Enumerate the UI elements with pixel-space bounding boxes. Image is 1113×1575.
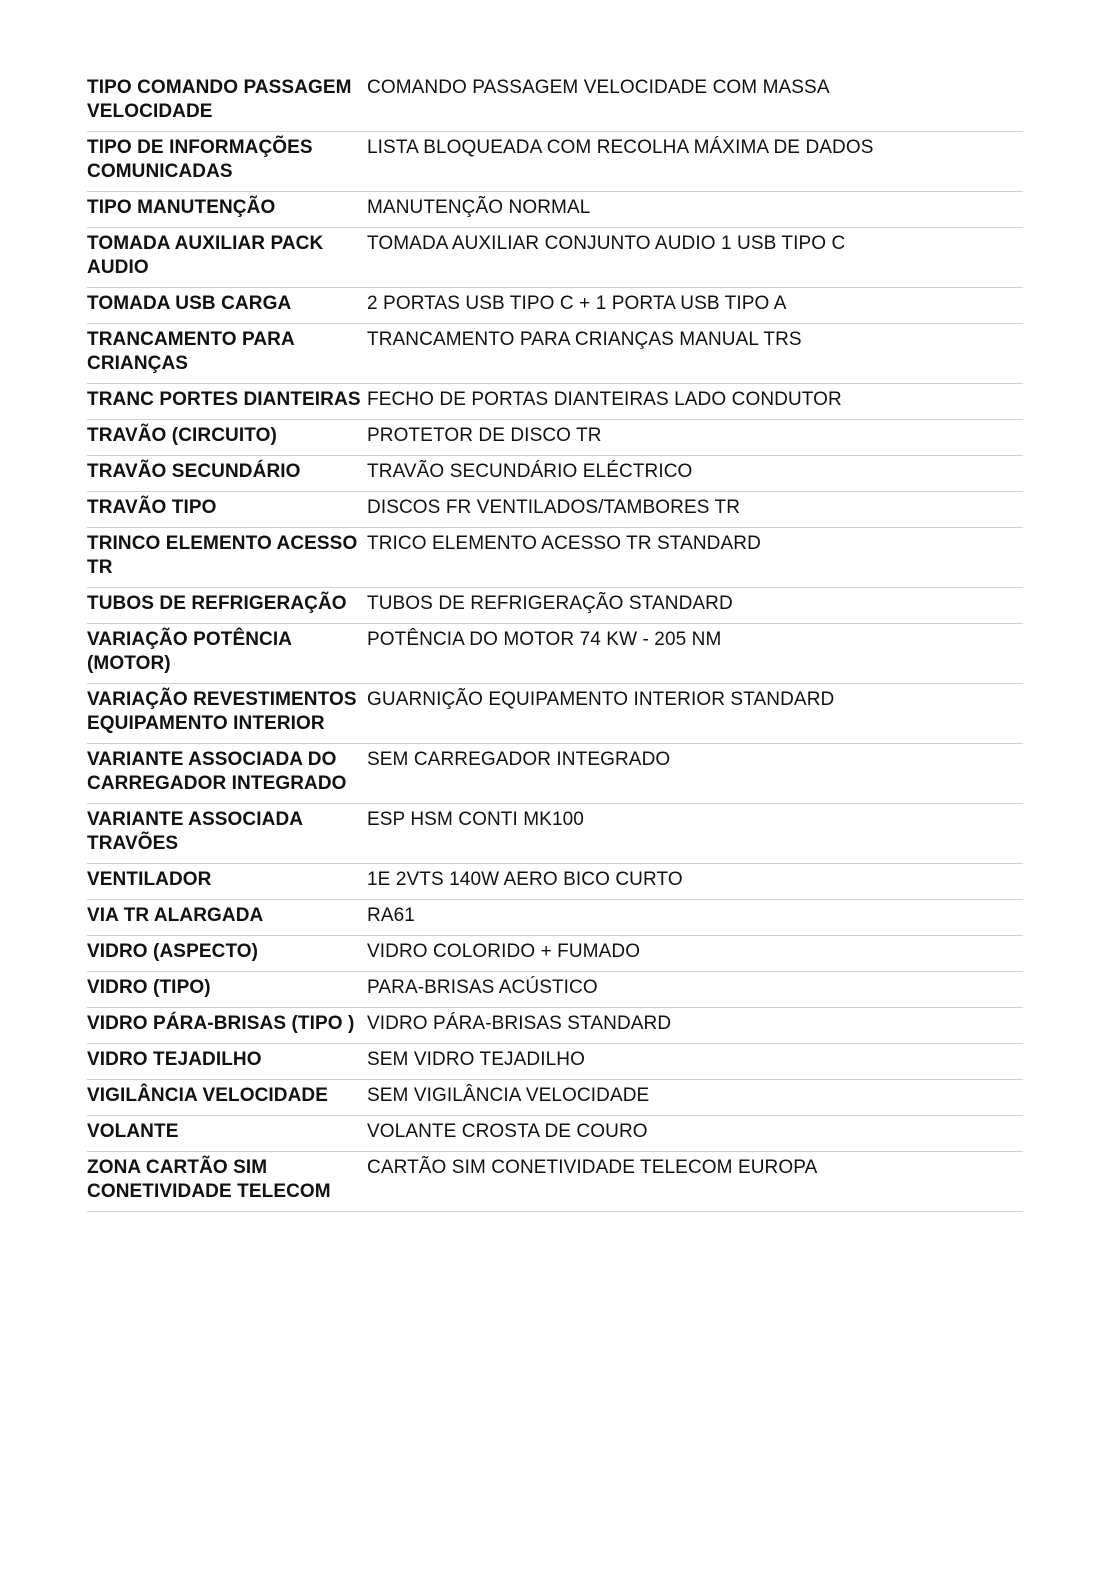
spec-row xyxy=(87,228,1023,288)
spec-label: VARIANTE ASSOCIADA TRAVÕES xyxy=(87,804,367,864)
spec-label: VARIAÇÃO REVESTIMENTOS EQUIPAMENTO INTERIOR xyxy=(87,684,367,744)
spec-value: TRANCAMENTO PARA CRIANÇAS MANUAL TRS xyxy=(367,324,1023,384)
spec-value: 1E 2VTS 140W AERO BICO CURTO xyxy=(367,864,1023,900)
spec-label: TRAVÃO (CIRCUITO) xyxy=(87,420,367,456)
spec-value: LISTA BLOQUEADA COM RECOLHA MÁXIMA DE DADOS xyxy=(367,132,1023,192)
spec-label: ZONA CARTÃO SIM CONETIVIDADE TELECOM xyxy=(87,1152,367,1212)
spec-value: ESP HSM CONTI MK100 xyxy=(367,804,1023,864)
spec-label: TRAVÃO SECUNDÁRIO xyxy=(87,456,367,492)
spec-value: SEM VIGILÂNCIA VELOCIDADE xyxy=(367,1080,1023,1116)
spec-label: VENTILADOR xyxy=(87,864,367,900)
spec-value: PARA-BRISAS ACÚSTICO xyxy=(367,972,1023,1008)
spec-row xyxy=(87,288,1023,324)
spec-row xyxy=(87,744,1023,804)
spec-row xyxy=(87,384,1023,420)
spec-value: RA61 xyxy=(367,900,1023,936)
spec-value: SEM VIDRO TEJADILHO xyxy=(367,1044,1023,1080)
spec-value: PROTETOR DE DISCO TR xyxy=(367,420,1023,456)
spec-row xyxy=(87,972,1023,1008)
spec-row xyxy=(87,1008,1023,1044)
spec-row xyxy=(87,804,1023,864)
spec-value: FECHO DE PORTAS DIANTEIRAS LADO CONDUTOR xyxy=(367,384,1023,420)
spec-value: GUARNIÇÃO EQUIPAMENTO INTERIOR STANDARD xyxy=(367,684,1023,744)
spec-label: VOLANTE xyxy=(87,1116,367,1152)
spec-row xyxy=(87,324,1023,384)
spec-value: COMANDO PASSAGEM VELOCIDADE COM MASSA xyxy=(367,76,1023,132)
spec-value: DISCOS FR VENTILADOS/TAMBORES TR xyxy=(367,492,1023,528)
spec-row xyxy=(87,864,1023,900)
spec-label: TUBOS DE REFRIGERAÇÃO xyxy=(87,588,367,624)
spec-label: TRINCO ELEMENTO ACESSO TR xyxy=(87,528,367,588)
spec-value: TRAVÃO SECUNDÁRIO ELÉCTRICO xyxy=(367,456,1023,492)
spec-label: TOMADA AUXILIAR PACK AUDIO xyxy=(87,228,367,288)
spec-value: SEM CARREGADOR INTEGRADO xyxy=(367,744,1023,804)
spec-label: VIDRO (TIPO) xyxy=(87,972,367,1008)
spec-label: VIDRO (ASPECTO) xyxy=(87,936,367,972)
spec-label: VARIAÇÃO POTÊNCIA (MOTOR) xyxy=(87,624,367,684)
spec-value: MANUTENÇÃO NORMAL xyxy=(367,192,1023,228)
spec-label: TIPO DE INFORMAÇÕES COMUNICADAS xyxy=(87,132,367,192)
spec-row xyxy=(87,900,1023,936)
spec-label: TRAVÃO TIPO xyxy=(87,492,367,528)
spec-row xyxy=(87,76,1023,132)
spec-row xyxy=(87,492,1023,528)
spec-label: VIA TR ALARGADA xyxy=(87,900,367,936)
spec-value: POTÊNCIA DO MOTOR 74 KW - 205 NM xyxy=(367,624,1023,684)
spec-label: TRANCAMENTO PARA CRIANÇAS xyxy=(87,324,367,384)
spec-table xyxy=(87,76,1023,1212)
spec-row xyxy=(87,192,1023,228)
spec-label: VIGILÂNCIA VELOCIDADE xyxy=(87,1080,367,1116)
spec-label: VARIANTE ASSOCIADA DO CARREGADOR INTEGRADO xyxy=(87,744,367,804)
spec-row xyxy=(87,1044,1023,1080)
spec-row xyxy=(87,1080,1023,1116)
spec-value: VOLANTE CROSTA DE COURO xyxy=(367,1116,1023,1152)
spec-row xyxy=(87,1116,1023,1152)
spec-row xyxy=(87,132,1023,192)
spec-value: TRICO ELEMENTO ACESSO TR STANDARD xyxy=(367,528,1023,588)
spec-row xyxy=(87,684,1023,744)
spec-label: TIPO COMANDO PASSAGEM VELOCIDADE xyxy=(87,76,367,132)
spec-label: VIDRO TEJADILHO xyxy=(87,1044,367,1080)
spec-row xyxy=(87,588,1023,624)
spec-value: 2 PORTAS USB TIPO C + 1 PORTA USB TIPO A xyxy=(367,288,1023,324)
spec-value: CARTÃO SIM CONETIVIDADE TELECOM EUROPA xyxy=(367,1152,1023,1212)
spec-row xyxy=(87,420,1023,456)
spec-value: VIDRO COLORIDO + FUMADO xyxy=(367,936,1023,972)
spec-value: TOMADA AUXILIAR CONJUNTO AUDIO 1 USB TIPO C xyxy=(367,228,1023,288)
spec-row xyxy=(87,1152,1023,1212)
spec-row xyxy=(87,624,1023,684)
spec-row xyxy=(87,936,1023,972)
spec-label: TRANC PORTES DIANTEIRAS xyxy=(87,384,367,420)
spec-row xyxy=(87,528,1023,588)
spec-row xyxy=(87,456,1023,492)
spec-label: VIDRO PÁRA-BRISAS (TIPO ) xyxy=(87,1008,367,1044)
spec-table-body xyxy=(87,76,1023,1212)
spec-label: TIPO MANUTENÇÃO xyxy=(87,192,367,228)
spec-label: TOMADA USB CARGA xyxy=(87,288,367,324)
spec-value: TUBOS DE REFRIGERAÇÃO STANDARD xyxy=(367,588,1023,624)
spec-value: VIDRO PÁRA-BRISAS STANDARD xyxy=(367,1008,1023,1044)
